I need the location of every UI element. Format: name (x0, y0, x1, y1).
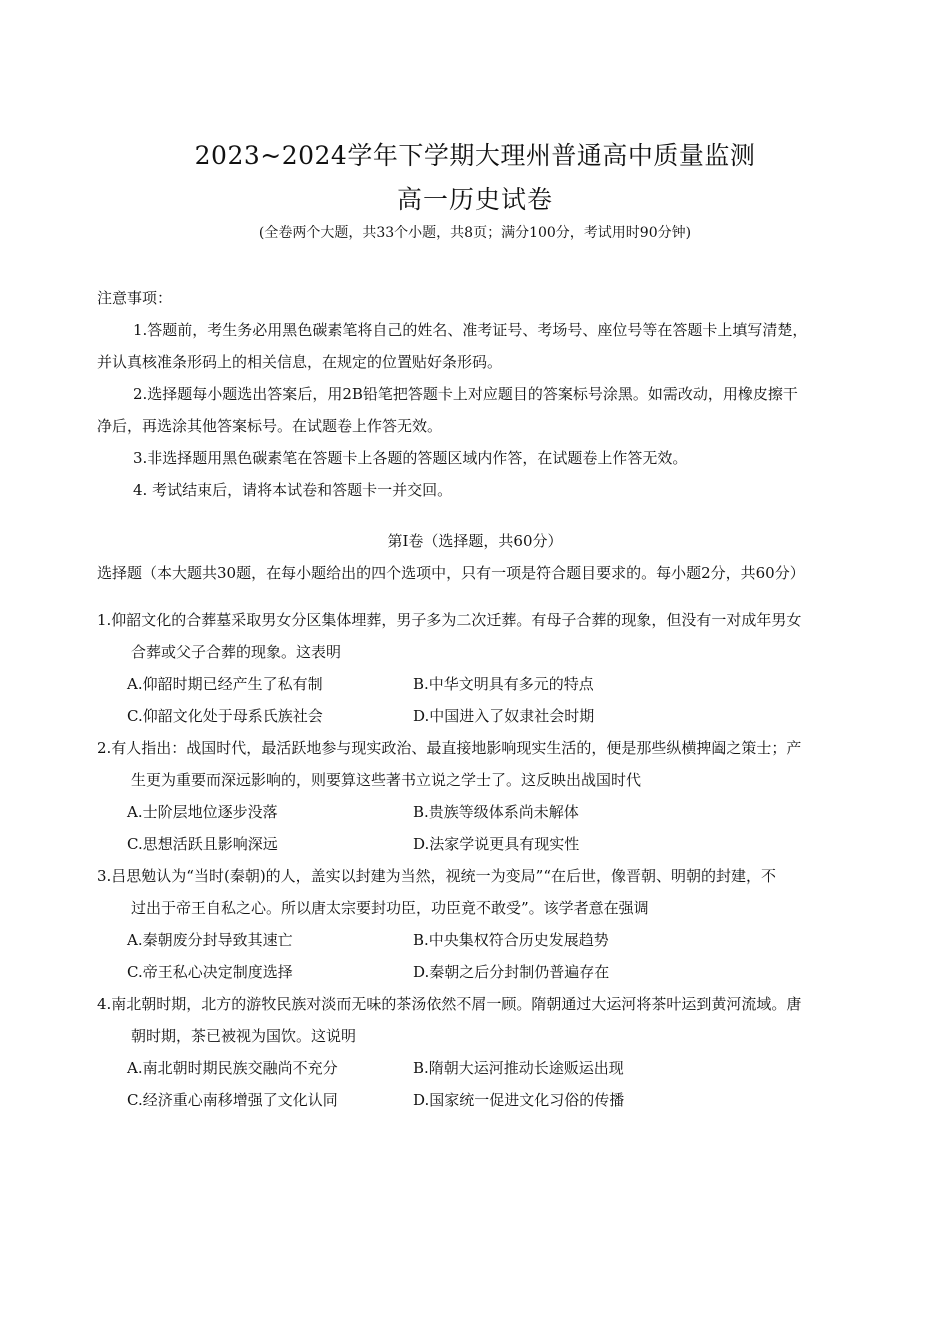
option-d: D.国家统一促进文化习俗的传播 (413, 1091, 625, 1109)
option-a: A.秦朝废分封导致其速亡 (127, 931, 293, 949)
exam-subject-title: 高一历史试卷 (396, 185, 553, 214)
question-stem-line: 2.有人指出：战国时代，最活跃地参与现实政治、最直接地影响现实生活的，便是那些纵横捭阖之策士；产 (97, 739, 802, 757)
notice-item-text: 4. 考试结束后，请将本试卷和答题卡一并交回。 (133, 481, 453, 499)
option-a: A.仰韶时期已经产生了私有制 (127, 675, 323, 693)
section-description: 选择题（本大题共30题，在每小题给出的四个选项中，只有一项是符合题目要求的。每小题2分，共60分） (97, 564, 805, 582)
question (97, 732, 867, 860)
question (97, 604, 867, 732)
notice-item (97, 378, 857, 442)
notice-item (97, 314, 857, 378)
notice-item (97, 474, 857, 506)
notice-item-continuation: 净后，再选涂其他答案标号。在试题卷上作答无效。 (97, 417, 443, 435)
question-stem-line: 合葬或父子合葬的现象。这表明 (131, 643, 342, 661)
option-a: A.南北朝时期民族交融尚不充分 (127, 1059, 338, 1077)
question-stem (97, 732, 867, 796)
question (97, 988, 867, 1116)
notice-item-text: 2.选择题每小题选出答案后，用2B铅笔把答题卡上对应题目的答案标号涂黑。如需改动，用橡皮擦干 (133, 385, 798, 403)
option-d: D.法家学说更具有现实性 (413, 835, 580, 853)
question-stem-line: 1.仰韶文化的合葬墓采取男女分区集体埋葬，男子多为二次迁葬。有母子合葬的现象，但没有一对成年男女 (97, 611, 802, 629)
question-stem-line: 4.南北朝时期，北方的游牧民族对淡而无味的茶汤依然不屑一顾。隋朝通过大运河将茶叶运到黄河流域。唐 (97, 995, 802, 1013)
question-stem-line: 生更为重要而深远影响的，则要算这些著书立说之学士了。这反映出战国时代 (131, 771, 642, 789)
exam-info: (全卷两个大题，共33个小题，共8页；满分100分，考试用时90分钟) (258, 225, 692, 241)
option-b: B.中华文明具有多元的特点 (413, 675, 594, 693)
option-grid (97, 1052, 867, 1116)
option-a: A.士阶层地位逐步没落 (127, 803, 278, 821)
option-grid (97, 924, 867, 988)
exam-title: 2023~2024学年下学期大理州普通高中质量监测 (194, 141, 756, 170)
notice-item (97, 442, 857, 474)
option-d: D.秦朝之后分封制仍普遍存在 (413, 963, 610, 981)
option-c: C.思想活跃且影响深远 (127, 835, 278, 853)
option-b: B.隋朝大运河推动长途贩运出现 (413, 1059, 624, 1077)
question-stem-line: 3.吕思勉认为“当时(秦朝)的人，盖实以封建为当然，视统一为变局”“在后世，像晋朝、明朝的封建，不 (97, 867, 777, 885)
option-b: B.中央集权符合历史发展趋势 (413, 931, 609, 949)
notice-item-continuation: 并认真核准条形码上的相关信息，在规定的位置贴好条形码。 (97, 353, 503, 371)
notice-item-text: 1.答题前，考生务必用黑色碳素笔将自己的姓名、准考证号、考场号、座位号等在答题卡上填写清楚， (133, 321, 808, 339)
notice-list (97, 314, 857, 506)
option-grid (97, 796, 867, 860)
option-c: C.仰韶文化处于母系氏族社会 (127, 707, 323, 725)
option-c: C.经济重心南移增强了文化认同 (127, 1091, 338, 1109)
question (97, 860, 867, 988)
notice-heading: 注意事项： (97, 289, 173, 307)
notice-item-text: 3.非选择题用黑色碳素笔在答题卡上各题的答题区域内作答，在试题卷上作答无效。 (133, 449, 688, 467)
option-d: D.中国进入了奴隶社会时期 (413, 707, 595, 725)
option-c: C.帝王私心决定制度选择 (127, 963, 293, 981)
question-stem-line: 过出于帝王自私之心。所以唐太宗要封功臣，功臣竟不敢受”。该学者意在强调 (131, 899, 649, 917)
question-stem (97, 604, 867, 668)
option-b: B.贵族等级体系尚未解体 (413, 803, 579, 821)
question-stem (97, 860, 867, 924)
question-stem (97, 988, 867, 1052)
section-title: 第Ⅰ卷（选择题，共60分） (387, 532, 563, 550)
question-stem-line: 朝时期，茶已被视为国饮。这说明 (131, 1027, 357, 1045)
option-grid (97, 668, 867, 732)
question-list (97, 604, 867, 1116)
